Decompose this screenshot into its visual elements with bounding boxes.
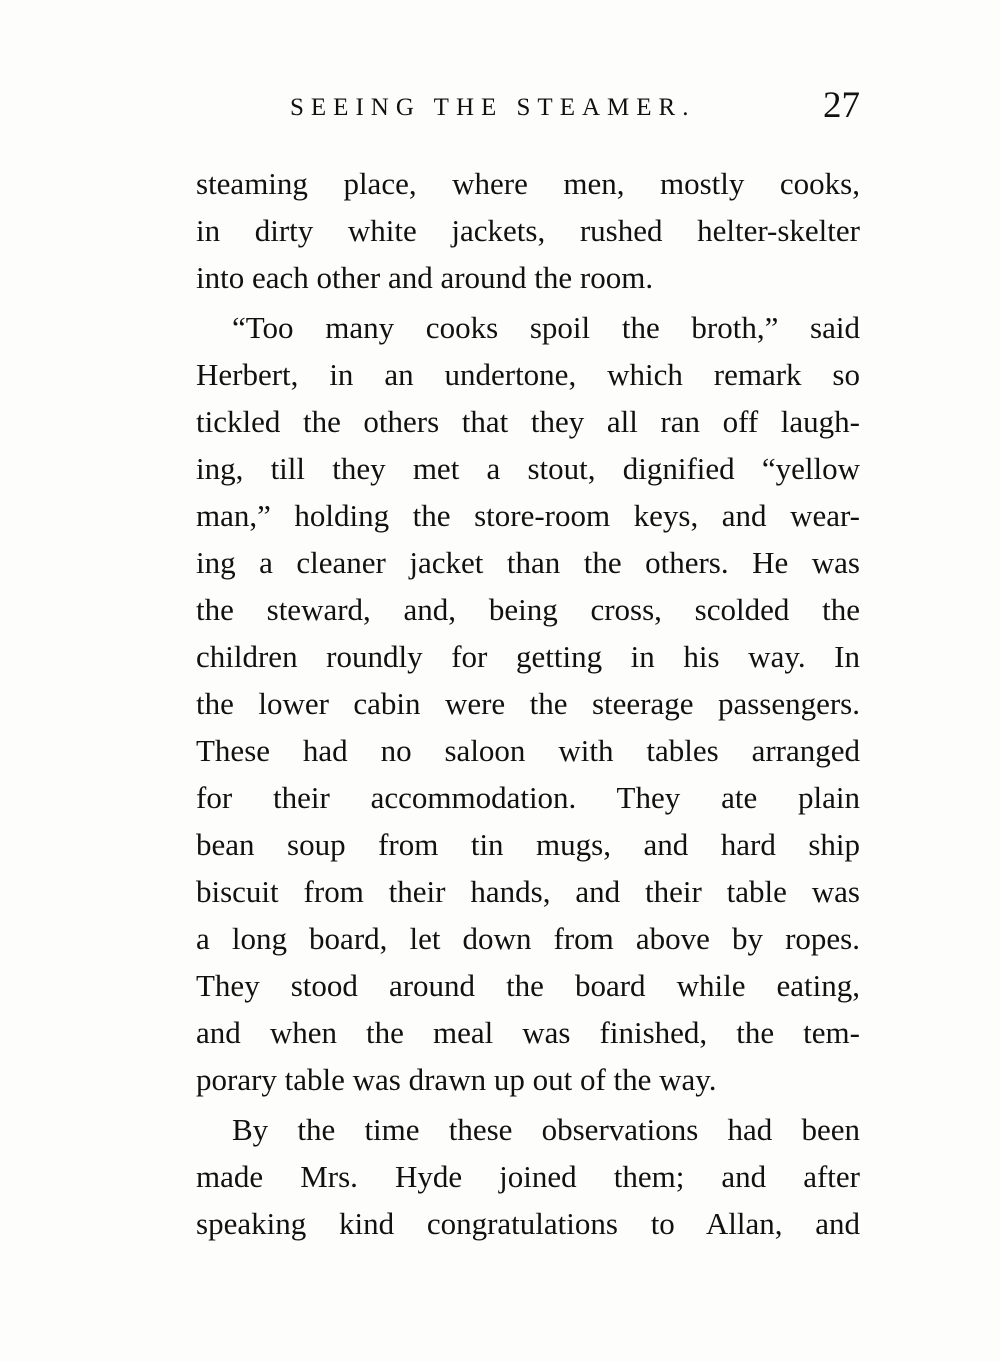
paragraph — [196, 160, 860, 301]
paragraph — [196, 304, 860, 1103]
text-line: These had no saloon with tables arranged — [196, 733, 860, 768]
page-number: 27 — [823, 85, 860, 126]
text-line: speaking kind congratulations to Allan, and — [196, 1206, 860, 1241]
text-line: the steward, and, being cross, scolded the — [196, 592, 860, 627]
body-text — [196, 160, 860, 1247]
text-line: “Too many cooks spoil the broth,” said — [232, 310, 860, 345]
text-line: porary table was drawn up out of the way. — [196, 1062, 717, 1097]
text-line: into each other and around the room. — [196, 260, 654, 295]
text-line: steaming place, where men, mostly cooks, — [196, 166, 860, 201]
running-head — [196, 82, 860, 132]
text-line: man,” holding the store-room keys, and wear- — [196, 498, 860, 533]
text-line: They stood around the board while eating, — [196, 968, 860, 1003]
text-line: a long board, let down from above by ropes. — [196, 921, 860, 956]
text-line: in dirty white jackets, rushed helter-skelter — [196, 213, 860, 248]
text-line: By the time these observations had been — [232, 1112, 860, 1147]
text-line: Herbert, in an undertone, which remark so — [196, 357, 860, 392]
text-line: ing a cleaner jacket than the others. He was — [196, 545, 860, 580]
text-line: and when the meal was finished, the tem- — [196, 1015, 860, 1050]
running-title: SEEING THE STEAMER. — [290, 94, 696, 121]
text-line: tickled the others that they all ran off laugh- — [196, 404, 860, 439]
text-line: made Mrs. Hyde joined them; and after — [196, 1159, 860, 1194]
text-line: biscuit from their hands, and their table was — [196, 874, 860, 909]
text-line: bean soup from tin mugs, and hard ship — [196, 827, 860, 862]
paragraph — [196, 1106, 860, 1247]
text-line: for their accommodation. They ate plain — [196, 780, 860, 815]
text-line: the lower cabin were the steerage passengers. — [196, 686, 860, 721]
text-line: children roundly for getting in his way. In — [196, 639, 860, 674]
text-line: ing, till they met a stout, dignified “yellow — [196, 451, 860, 486]
